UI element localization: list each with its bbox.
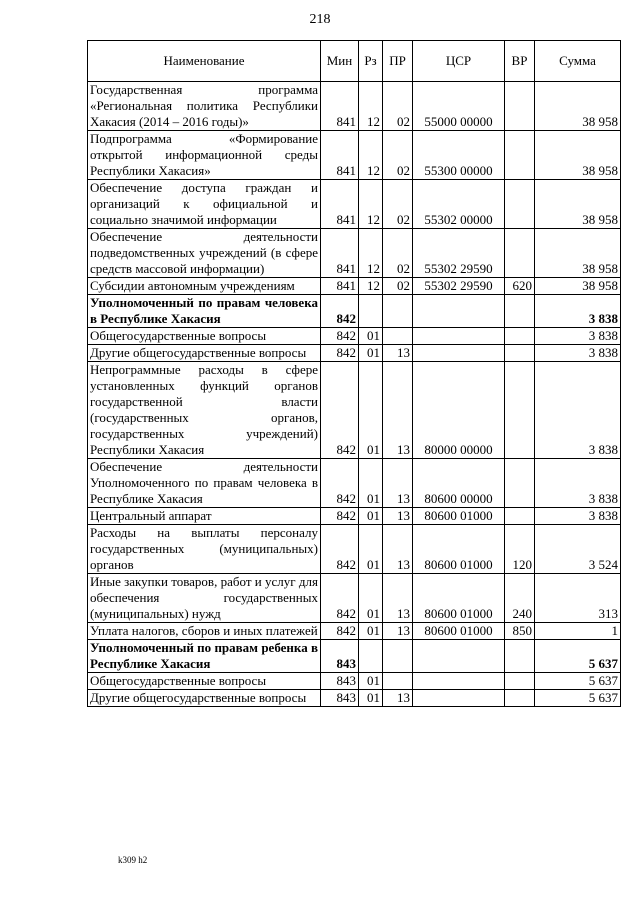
cell-name: Обеспечение деятельности подведомственных учреждений (в сфере средств массовой информации) — [88, 229, 321, 278]
cell-sum: 38 958 — [535, 229, 621, 278]
cell-vr — [505, 131, 535, 180]
cell-name: Общегосударственные вопросы — [88, 328, 321, 345]
cell-pr: 13 — [383, 623, 413, 640]
cell-vr: 620 — [505, 278, 535, 295]
cell-sum: 38 958 — [535, 180, 621, 229]
cell-pr — [383, 673, 413, 690]
cell-rz: 01 — [359, 574, 383, 623]
cell-csr — [413, 673, 505, 690]
cell-rz: 01 — [359, 508, 383, 525]
page-number: 218 — [309, 12, 331, 27]
cell-vr — [505, 229, 535, 278]
cell-csr: 80600 01000 — [413, 623, 505, 640]
cell-vr — [505, 690, 535, 707]
table-row — [88, 295, 621, 328]
cell-vr: 240 — [505, 574, 535, 623]
cell-name: Уполномоченный по правам человека в Республике Хакасия — [88, 295, 321, 328]
cell-min: 843 — [321, 640, 359, 673]
cell-sum: 1 — [535, 623, 621, 640]
cell-sum: 3 524 — [535, 525, 621, 574]
cell-min: 843 — [321, 673, 359, 690]
table-row — [88, 640, 621, 673]
cell-min: 842 — [321, 362, 359, 459]
cell-sum: 3 838 — [535, 459, 621, 508]
cell-min: 842 — [321, 459, 359, 508]
cell-vr — [505, 328, 535, 345]
footer-code: k309 h2 — [118, 855, 148, 865]
cell-pr: 13 — [383, 508, 413, 525]
cell-rz — [359, 640, 383, 673]
cell-name: Обеспечение деятельности Уполномоченного по правам человека в Республике Хакасия — [88, 459, 321, 508]
cell-min: 841 — [321, 180, 359, 229]
cell-min: 841 — [321, 278, 359, 295]
table-row — [88, 508, 621, 525]
cell-csr: 55302 00000 — [413, 180, 505, 229]
cell-csr — [413, 295, 505, 328]
cell-vr — [505, 345, 535, 362]
col-header-pr: ПР — [383, 41, 413, 82]
cell-sum: 3 838 — [535, 295, 621, 328]
cell-sum: 313 — [535, 574, 621, 623]
cell-sum: 38 958 — [535, 82, 621, 131]
cell-name: Расходы на выплаты персоналу государственных (муниципальных) органов — [88, 525, 321, 574]
cell-rz: 01 — [359, 673, 383, 690]
cell-name: Другие общегосударственные вопросы — [88, 690, 321, 707]
cell-rz: 12 — [359, 278, 383, 295]
cell-name: Государственная программа «Региональная политика Республики Хакасия (2014 – 2016 годы)» — [88, 82, 321, 131]
cell-sum: 5 637 — [535, 690, 621, 707]
cell-rz: 01 — [359, 690, 383, 707]
cell-rz: 12 — [359, 82, 383, 131]
col-header-vr: ВР — [505, 41, 535, 82]
cell-pr: 02 — [383, 131, 413, 180]
cell-csr — [413, 345, 505, 362]
cell-rz: 01 — [359, 525, 383, 574]
cell-sum: 3 838 — [535, 345, 621, 362]
cell-sum: 5 637 — [535, 640, 621, 673]
cell-pr: 13 — [383, 574, 413, 623]
cell-vr — [505, 295, 535, 328]
col-header-csr: ЦСР — [413, 41, 505, 82]
cell-pr: 02 — [383, 82, 413, 131]
table-row — [88, 82, 621, 131]
cell-rz — [359, 295, 383, 328]
table-row — [88, 459, 621, 508]
cell-name: Подпрограмма «Формирование открытой информационной среды Республики Хакасия» — [88, 131, 321, 180]
cell-csr: 80600 01000 — [413, 574, 505, 623]
cell-min: 842 — [321, 574, 359, 623]
col-header-sum: Сумма — [535, 41, 621, 82]
cell-csr — [413, 690, 505, 707]
table-row — [88, 131, 621, 180]
col-header-min: Мин — [321, 41, 359, 82]
budget-table — [87, 40, 621, 707]
cell-vr — [505, 673, 535, 690]
cell-min: 842 — [321, 328, 359, 345]
table-row — [88, 362, 621, 459]
cell-rz: 12 — [359, 229, 383, 278]
cell-name: Общегосударственные вопросы — [88, 673, 321, 690]
table-row — [88, 673, 621, 690]
cell-pr — [383, 295, 413, 328]
table-row — [88, 328, 621, 345]
table-row — [88, 690, 621, 707]
cell-name: Субсидии автономным учреждениям — [88, 278, 321, 295]
cell-sum: 38 958 — [535, 278, 621, 295]
cell-csr: 55300 00000 — [413, 131, 505, 180]
cell-name: Уплата налогов, сборов и иных платежей — [88, 623, 321, 640]
cell-min: 842 — [321, 345, 359, 362]
cell-sum: 3 838 — [535, 328, 621, 345]
cell-pr: 02 — [383, 278, 413, 295]
cell-rz: 12 — [359, 180, 383, 229]
cell-min: 842 — [321, 508, 359, 525]
cell-min: 841 — [321, 82, 359, 131]
cell-vr: 120 — [505, 525, 535, 574]
table-row — [88, 574, 621, 623]
cell-csr: 55000 00000 — [413, 82, 505, 131]
table-row — [88, 345, 621, 362]
cell-csr: 80600 01000 — [413, 525, 505, 574]
cell-min: 843 — [321, 690, 359, 707]
cell-csr: 55302 29590 — [413, 229, 505, 278]
cell-csr: 80600 00000 — [413, 459, 505, 508]
cell-csr: 80000 00000 — [413, 362, 505, 459]
cell-sum: 3 838 — [535, 508, 621, 525]
col-header-name: Наименование — [88, 41, 321, 82]
cell-pr: 02 — [383, 229, 413, 278]
cell-min: 841 — [321, 131, 359, 180]
cell-min: 841 — [321, 229, 359, 278]
cell-name: Другие общегосударственные вопросы — [88, 345, 321, 362]
cell-vr — [505, 640, 535, 673]
cell-vr — [505, 459, 535, 508]
cell-name: Центральный аппарат — [88, 508, 321, 525]
cell-sum: 5 637 — [535, 673, 621, 690]
cell-rz: 01 — [359, 623, 383, 640]
cell-vr — [505, 508, 535, 525]
cell-vr: 850 — [505, 623, 535, 640]
cell-rz: 12 — [359, 131, 383, 180]
cell-pr: 13 — [383, 459, 413, 508]
cell-pr — [383, 328, 413, 345]
cell-name: Обеспечение доступа граждан и организаций к официальной и социально значимой информации — [88, 180, 321, 229]
cell-min: 842 — [321, 623, 359, 640]
cell-csr — [413, 640, 505, 673]
cell-vr — [505, 180, 535, 229]
cell-vr — [505, 362, 535, 459]
table-row — [88, 278, 621, 295]
cell-sum: 3 838 — [535, 362, 621, 459]
table-header-row — [88, 41, 621, 82]
cell-rz: 01 — [359, 459, 383, 508]
cell-csr: 55302 29590 — [413, 278, 505, 295]
cell-csr: 80600 01000 — [413, 508, 505, 525]
cell-csr — [413, 328, 505, 345]
table-row — [88, 525, 621, 574]
table-row — [88, 623, 621, 640]
cell-sum: 38 958 — [535, 131, 621, 180]
cell-pr: 13 — [383, 362, 413, 459]
cell-min: 842 — [321, 295, 359, 328]
table-row — [88, 229, 621, 278]
cell-pr: 02 — [383, 180, 413, 229]
cell-rz: 01 — [359, 328, 383, 345]
table-row — [88, 180, 621, 229]
col-header-rz: Рз — [359, 41, 383, 82]
cell-name: Непрограммные расходы в сфере установленных функций органов государственной власти (государственных органов, государственных учреждений) Республики Хакасия — [88, 362, 321, 459]
cell-vr — [505, 82, 535, 131]
cell-min: 842 — [321, 525, 359, 574]
cell-pr: 13 — [383, 525, 413, 574]
cell-pr: 13 — [383, 690, 413, 707]
cell-name: Иные закупки товаров, работ и услуг для обеспечения государственных (муниципальных) нужд — [88, 574, 321, 623]
cell-pr — [383, 640, 413, 673]
cell-rz: 01 — [359, 362, 383, 459]
cell-rz: 01 — [359, 345, 383, 362]
cell-name: Уполномоченный по правам ребенка в Республике Хакасия — [88, 640, 321, 673]
cell-pr: 13 — [383, 345, 413, 362]
